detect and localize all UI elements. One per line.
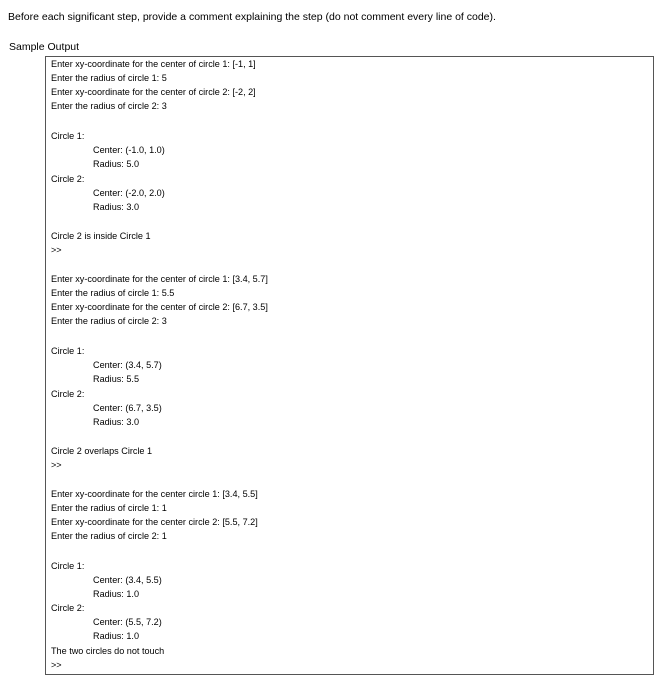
run3-prompt-center1: Enter xy-coordinate for the center circle 1: [3.4, 5.5] [51, 489, 258, 499]
run2-circle2-label: Circle 2: [51, 389, 85, 399]
run1-prompt-symbol: >> [51, 245, 62, 255]
run3-prompt-center2: Enter xy-coordinate for the center circle 2: [5.5, 7.2] [51, 517, 258, 527]
sample-output-label: Sample Output [9, 41, 80, 53]
instruction-text: Before each significant step, provide a comment explaining the step (do not comment every line of code). [8, 11, 496, 23]
run1-circle1-label: Circle 1: [51, 131, 85, 141]
run2-prompt-center1: Enter xy-coordinate for the center of circle 1: [3.4, 5.7] [51, 274, 268, 284]
run1-prompt-center2: Enter xy-coordinate for the center of circle 2: [-2, 2] [51, 87, 256, 97]
run1-circle1-center: Center: (-1.0, 1.0) [93, 145, 165, 155]
run3-circle1-label: Circle 1: [51, 561, 85, 571]
run1-circle1-radius: Radius: 5.0 [93, 159, 140, 169]
run2-circle1-label: Circle 1: [51, 346, 85, 356]
run2-prompt-radius2: Enter the radius of circle 2: 3 [51, 316, 167, 326]
run1-prompt-radius1: Enter the radius of circle 1: 5 [51, 73, 167, 83]
run3-result: The two circles do not touch [51, 646, 165, 656]
run2-result: Circle 2 overlaps Circle 1 [51, 446, 153, 456]
run1-prompt-center1: Enter xy-coordinate for the center of circle 1: [-1, 1] [51, 59, 256, 69]
run3-circle2-label: Circle 2: [51, 603, 85, 613]
run3-circle1-radius: Radius: 1.0 [93, 589, 140, 599]
run3-circle2-center: Center: (5.5, 7.2) [93, 617, 162, 627]
run3-prompt-radius2: Enter the radius of circle 2: 1 [51, 531, 167, 541]
run2-circle1-center: Center: (3.4, 5.7) [93, 360, 162, 370]
run2-circle1-radius: Radius: 5.5 [93, 374, 140, 384]
run1-result: Circle 2 is inside Circle 1 [51, 231, 151, 241]
run1-prompt-radius2: Enter the radius of circle 2: 3 [51, 101, 167, 111]
run1-circle2-label: Circle 2: [51, 174, 85, 184]
run3-prompt-radius1: Enter the radius of circle 1: 1 [51, 503, 167, 513]
run2-prompt-center2: Enter xy-coordinate for the center of circle 2: [6.7, 3.5] [51, 302, 268, 312]
run2-circle2-center: Center: (6.7, 3.5) [93, 403, 162, 413]
run3-prompt-symbol: >> [51, 660, 62, 670]
run1-circle2-radius: Radius: 3.0 [93, 202, 140, 212]
run3-circle2-radius: Radius: 1.0 [93, 631, 140, 641]
run2-prompt-symbol: >> [51, 460, 62, 470]
run3-circle1-center: Center: (3.4, 5.5) [93, 575, 162, 585]
run2-circle2-radius: Radius: 3.0 [93, 417, 140, 427]
run1-circle2-center: Center: (-2.0, 2.0) [93, 188, 165, 198]
run2-prompt-radius1: Enter the radius of circle 1: 5.5 [51, 288, 175, 298]
